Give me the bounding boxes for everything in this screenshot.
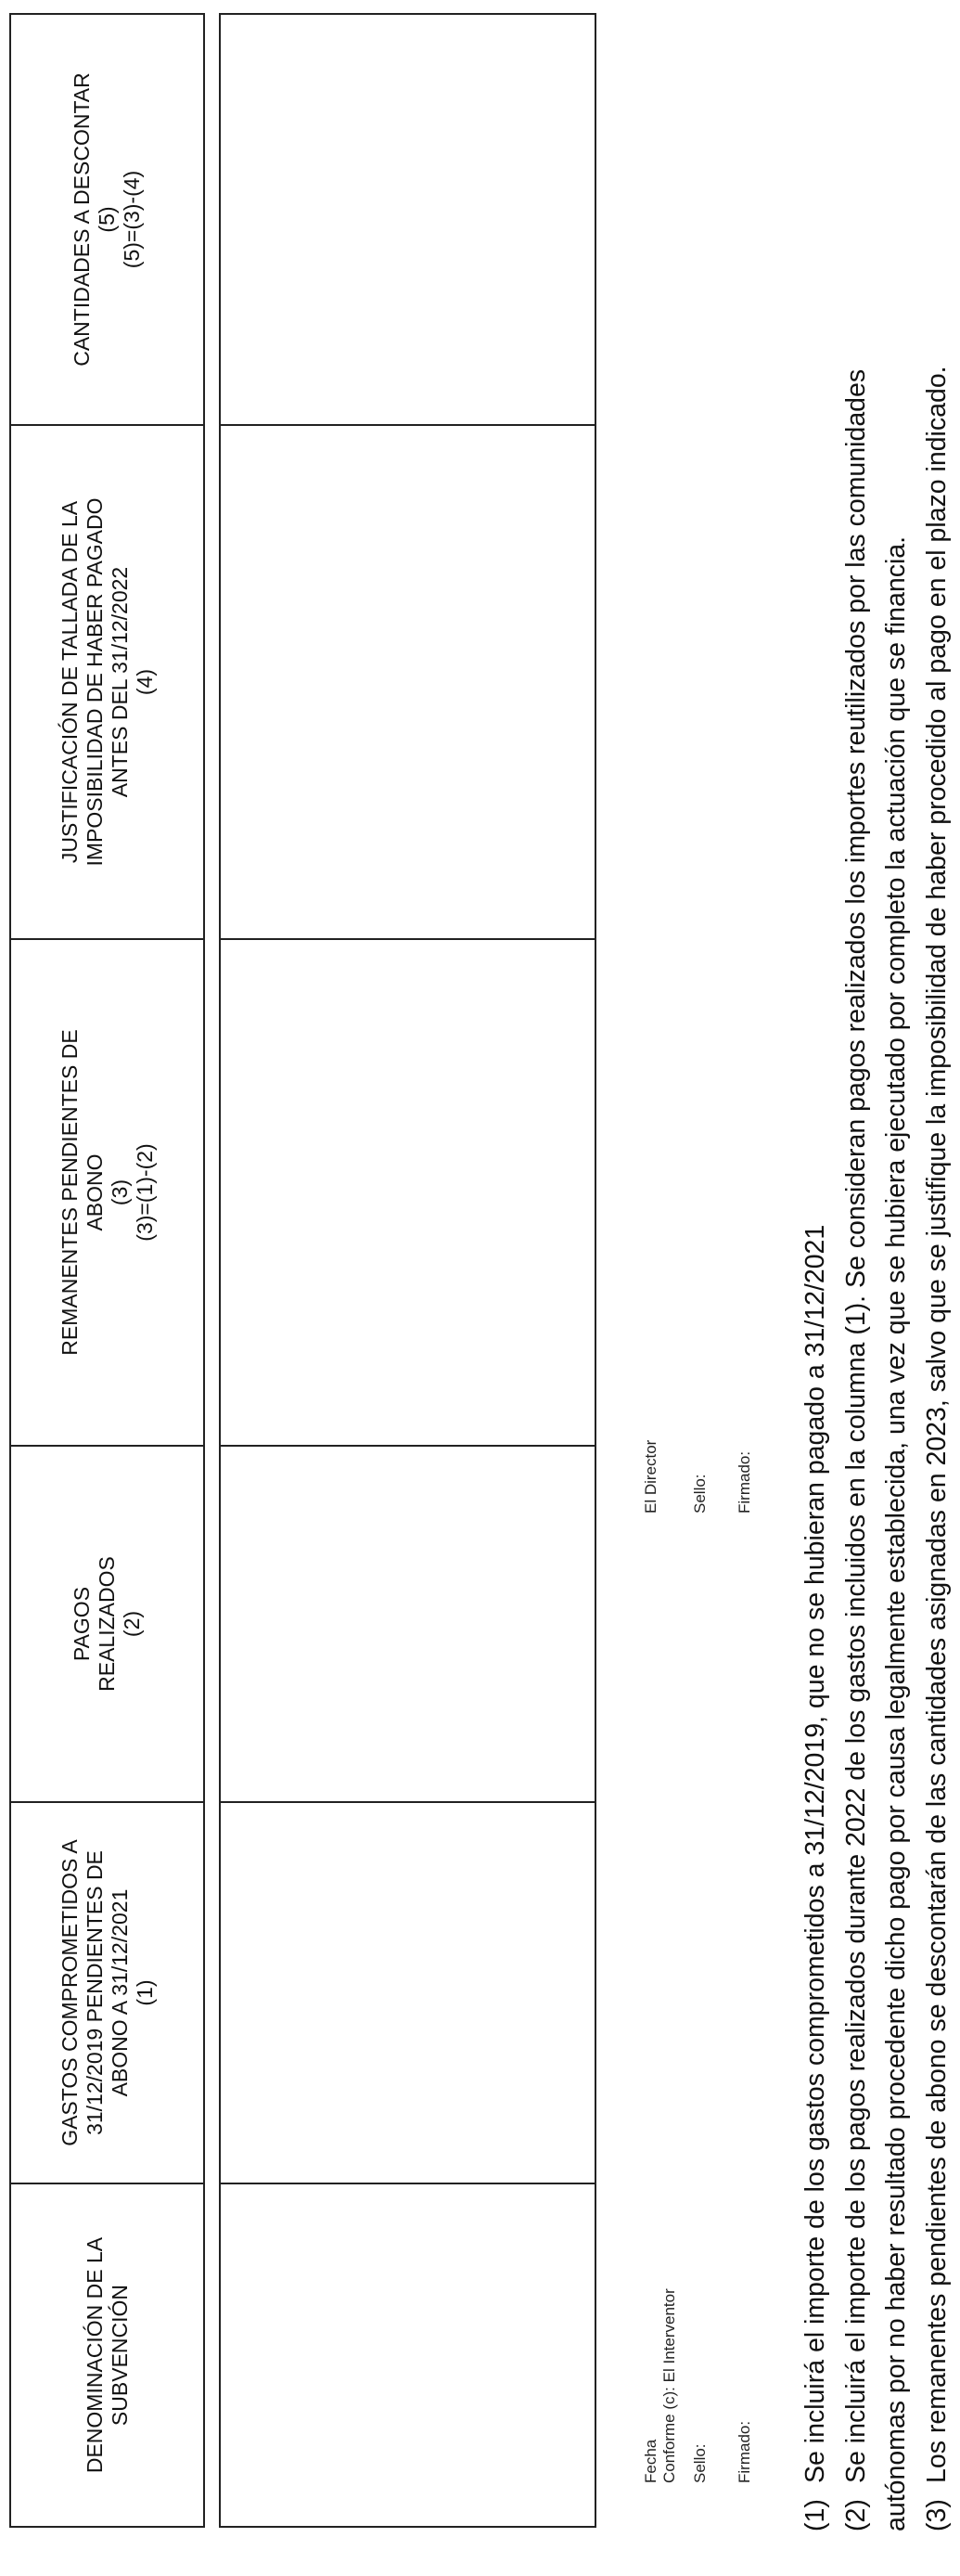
footnotes	[796, 26, 957, 2531]
cell-gastos-comprometidos[interactable]	[221, 1801, 595, 2183]
cell-pagos-realizados[interactable]	[221, 1445, 595, 1801]
director-label: El Director	[642, 1439, 659, 1513]
director-signature-block	[642, 1440, 660, 1513]
header-justificacion: JUSTIFICACIÓN DE TALLADA DE LA IMPOSIBILIDAD DE HABER PAGADO ANTES DEL 31/12/2022 (4)	[11, 424, 203, 938]
footnote-1: (1) Se incluirá el importe de los gastos comprometidos a 31/12/2019, que no se hubieran pagado a 31/12/2021	[800, 1224, 830, 2531]
footnote-2: (2) Se incluirá el importe de los pagos realizados durante 2022 de los gastos incluidos en la columna (1). Se consideran pagos realizados los importes reutilizados por las comunidades	[840, 368, 871, 2531]
footnote-2-continued: autónomas por no haber resultado procedente dicho pago por causa legalmente establecida, una vez que se hubiera ejecutado por completo la actuación que se financia.	[881, 535, 911, 2531]
conforme-label: Conforme (c): El Interventor	[660, 2288, 678, 2483]
footnote-3: (3) Los remanentes pendientes de abono se descontarán de las cantidades asignadas en 2023, salvo que se justifique la imposibilidad de haber procedido al pago en el plazo indicado.	[921, 366, 952, 2531]
header-gastos-comprometidos: GASTOS COMPROMETIDOS A 31/12/2019 PENDIENTES DE ABONO A 31/12/2021 (1)	[11, 1801, 203, 2183]
director-sello-label: Sello:	[691, 1474, 709, 1513]
sello-label: Sello:	[691, 2443, 709, 2483]
interventor-firmado	[736, 2421, 754, 2483]
cell-denominacion[interactable]	[221, 2183, 595, 2526]
director-firmado-label: Firmado:	[736, 1450, 753, 1513]
cell-remanentes[interactable]	[221, 938, 595, 1445]
cell-cantidades[interactable]	[221, 15, 595, 424]
interventor-sello	[691, 2443, 710, 2483]
director-firmado	[736, 1451, 754, 1513]
fecha-label: Fecha	[642, 2439, 659, 2483]
header-pagos-realizados: PAGOS REALIZADOS (2)	[11, 1445, 203, 1801]
firmado-label: Firmado:	[736, 2420, 753, 2483]
table-header-row	[9, 13, 205, 2528]
subsidy-table	[9, 13, 596, 2528]
header-cantidades: CANTIDADES A DESCONTAR (5) (5)=(3)-(4)	[70, 72, 144, 367]
interventor-signature-block	[642, 2288, 679, 2483]
director-sello	[691, 1474, 710, 1513]
table-data-row	[219, 13, 596, 2528]
header-denominacion: DENOMINACIÓN DE LA SUBVENCIÓN	[11, 2183, 203, 2526]
header-remanentes: REMANENTES PENDIENTES DE ABONO (3) (3)=(1)-(2)	[11, 938, 203, 1445]
cell-justificacion[interactable]	[221, 424, 595, 938]
